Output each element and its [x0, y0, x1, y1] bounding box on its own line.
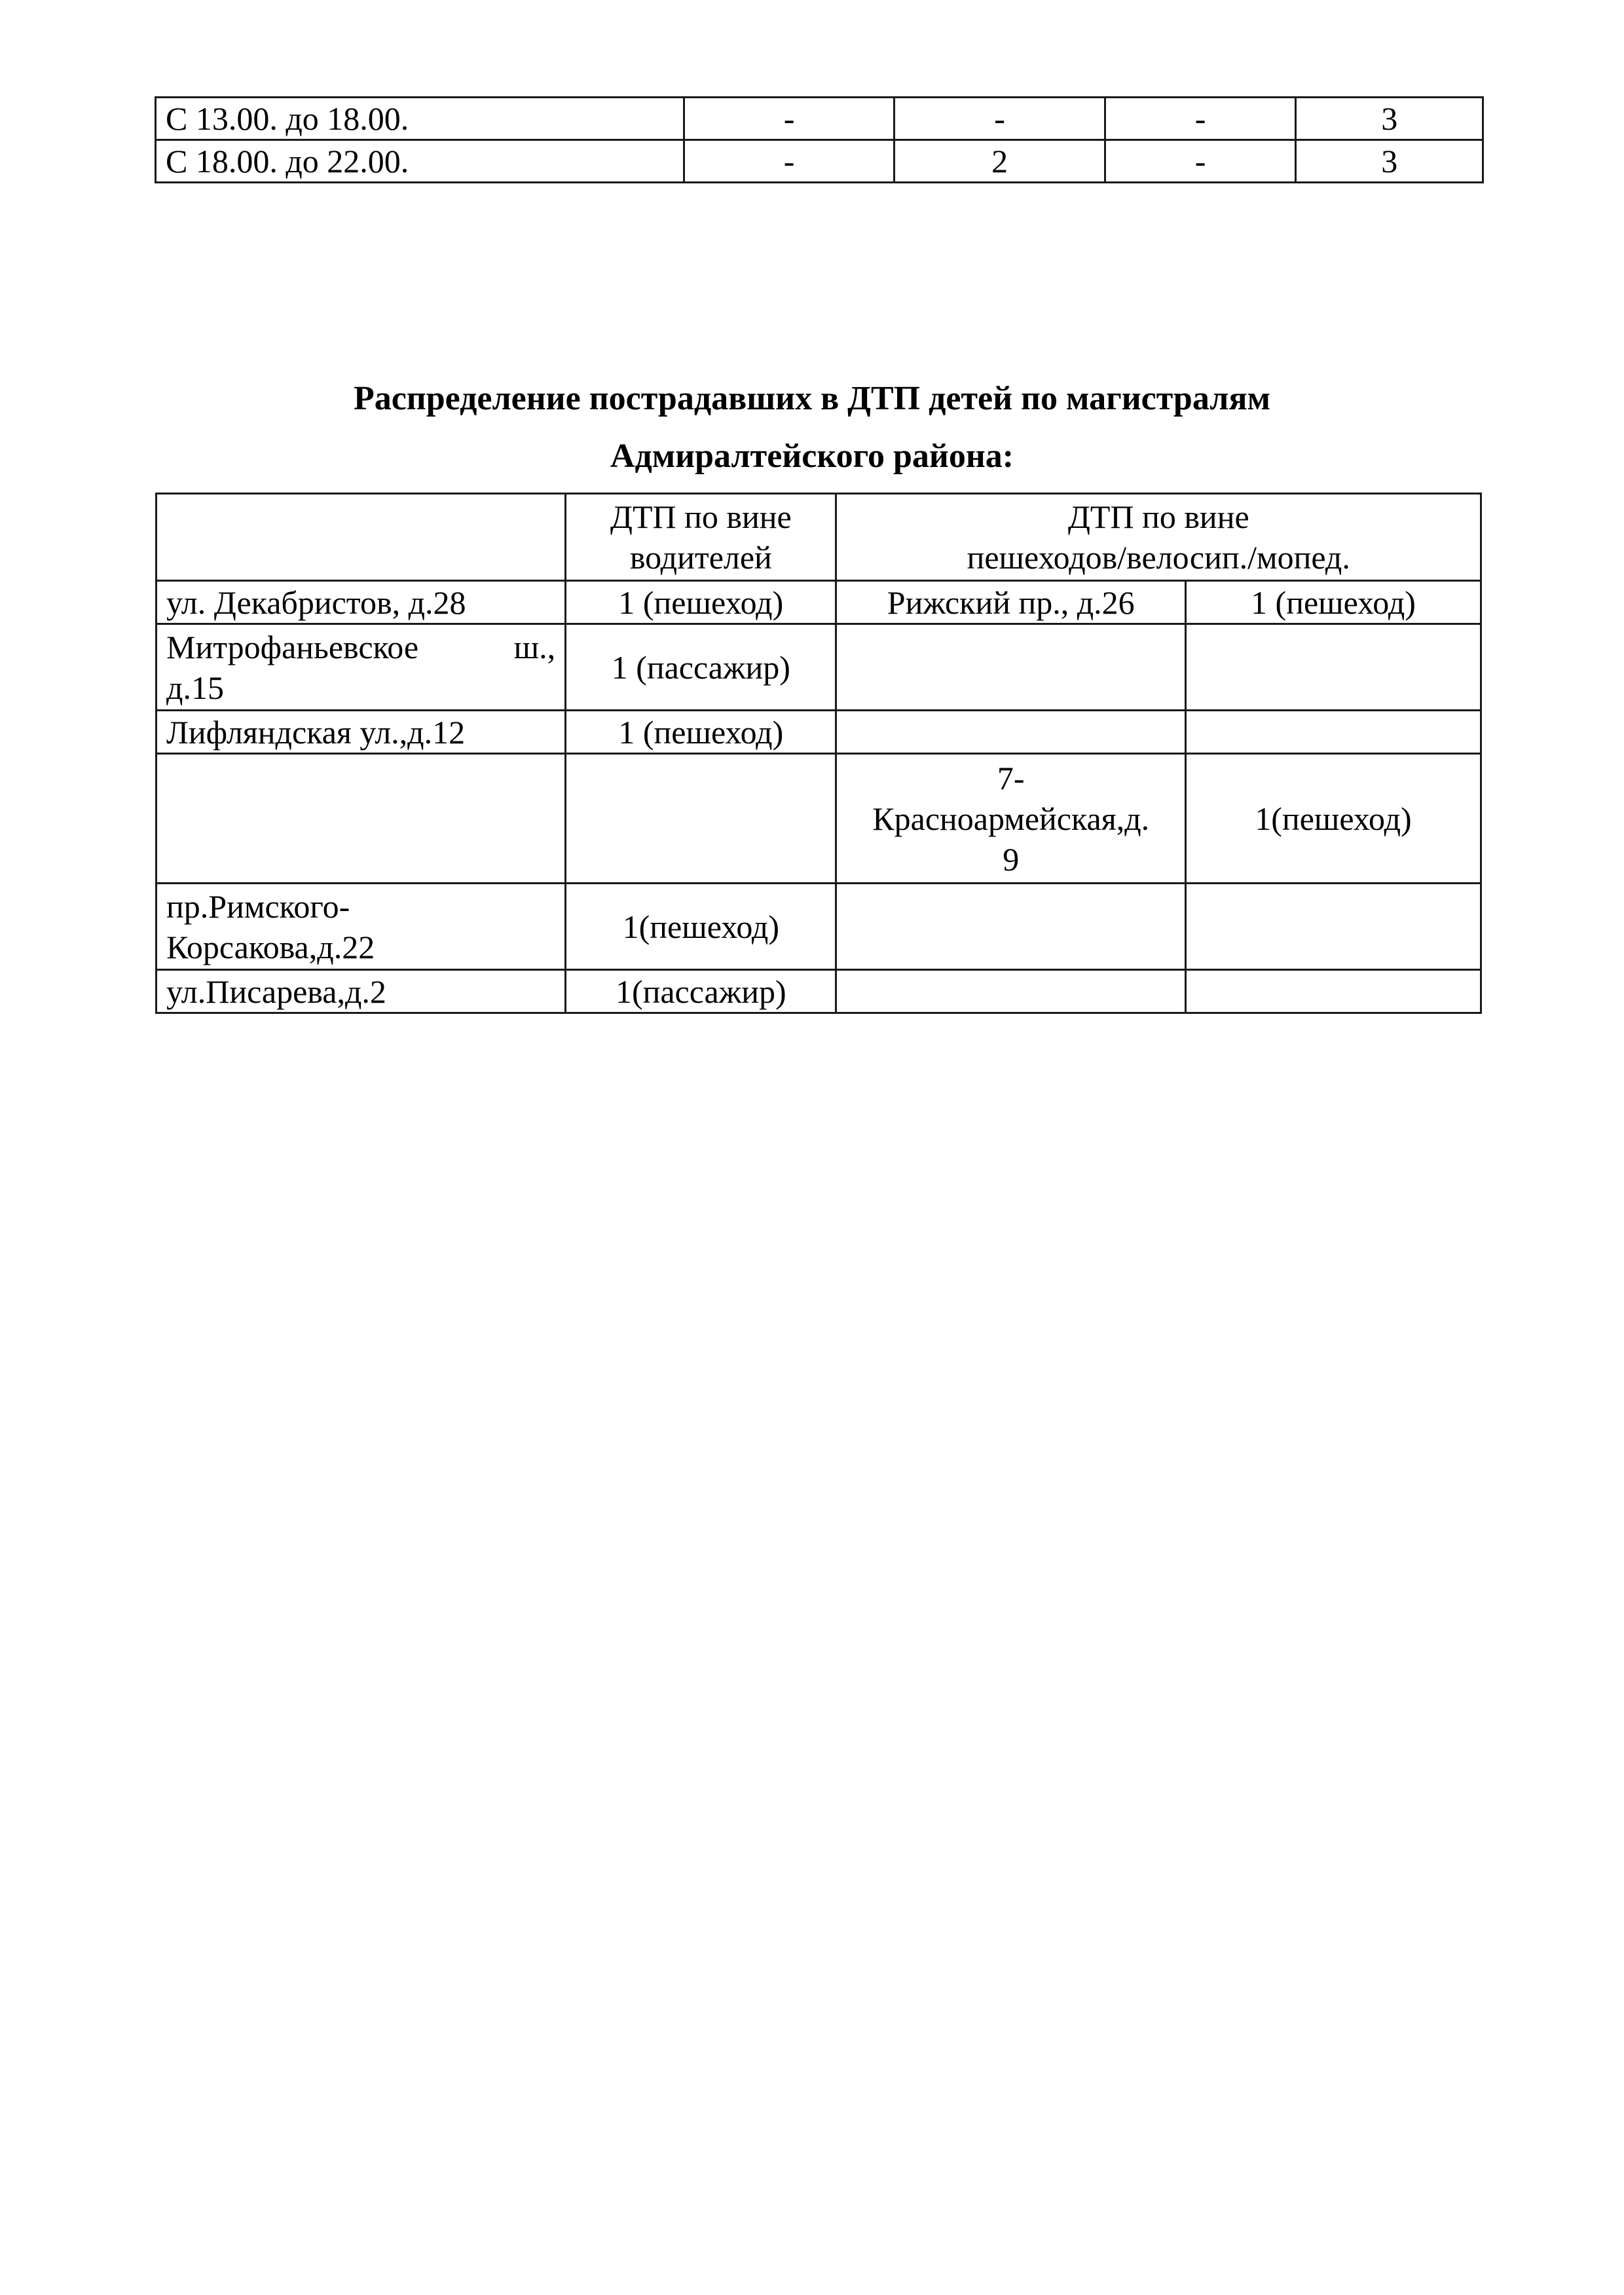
- pedestrian-victims-cell: [1186, 884, 1481, 970]
- value-cell: 3: [1296, 140, 1483, 183]
- street-cell: Лифляндская ул.,д.12: [157, 711, 566, 754]
- streets-distribution-table: [155, 493, 1482, 1014]
- table-row: [157, 624, 1481, 711]
- value-cell: -: [895, 98, 1105, 140]
- section-title-line-2: Адмиралтейского района:: [610, 438, 1014, 475]
- drivers-victims-cell: 1(пассажир): [566, 970, 836, 1013]
- street-cell: [157, 624, 566, 711]
- pedestrian-place-cell: Рижский пр., д.26: [836, 581, 1186, 624]
- period-cell: С 18.00. до 22.00.: [156, 140, 684, 183]
- period-cell: С 13.00. до 18.00.: [156, 98, 684, 140]
- pedestrian-place-line-1: 7-: [997, 759, 1025, 796]
- header-drivers-line-2: водителей: [629, 539, 772, 576]
- header-pedestrians-cell: [836, 494, 1481, 581]
- table-row: [156, 98, 1483, 140]
- pedestrian-place-line-2: Красноармейская,д.: [872, 800, 1150, 837]
- street-cell: [157, 754, 566, 884]
- header-drivers-cell: [566, 494, 836, 581]
- pedestrian-place-cell: [836, 754, 1186, 884]
- pedestrian-place-cell: [836, 970, 1186, 1013]
- table-row: [157, 754, 1481, 884]
- header-drivers-line-1: ДТП по вине: [610, 498, 792, 535]
- header-row: [157, 494, 1481, 581]
- table-row: [156, 140, 1483, 183]
- street-line-2: Корсакова,д.22: [166, 928, 375, 965]
- value-cell: -: [1105, 140, 1296, 183]
- header-pedestrians-line-2: пешеходов/велосип./мопед.: [967, 539, 1350, 576]
- value-cell: 2: [895, 140, 1105, 183]
- header-empty-cell: [157, 494, 566, 581]
- drivers-victims-cell: 1 (пассажир): [566, 624, 836, 711]
- street-line-1: пр.Римского-: [166, 887, 350, 925]
- pedestrian-victims-cell: [1186, 970, 1481, 1013]
- header-pedestrians-line-1: ДТП по вине: [1067, 498, 1249, 535]
- street-line-2: д.15: [166, 669, 224, 706]
- pedestrian-place-cell: [836, 711, 1186, 754]
- table-row: [157, 884, 1481, 970]
- section-title-line-1: Распределение пострадавших в ДТП детей по магистралям: [353, 380, 1271, 417]
- time-distribution-table: [155, 96, 1484, 183]
- value-cell: -: [684, 140, 895, 183]
- pedestrian-place-cell: [836, 884, 1186, 970]
- drivers-victims-cell: 1 (пешеход): [566, 581, 836, 624]
- table-row: [157, 711, 1481, 754]
- drivers-victims-cell: 1(пешеход): [566, 884, 836, 970]
- table-row: [157, 970, 1481, 1013]
- street-line-1b: ш.,: [513, 628, 556, 665]
- pedestrian-victims-cell: 1(пешеход): [1186, 754, 1481, 884]
- street-line-1a: Митрофаньевское: [166, 628, 419, 665]
- street-cell: [157, 884, 566, 970]
- street-cell: ул.Писарева,д.2: [157, 970, 566, 1013]
- value-cell: 3: [1296, 98, 1483, 140]
- drivers-victims-cell: [566, 754, 836, 884]
- pedestrian-place-line-3: 9: [1003, 840, 1020, 878]
- table-row: [157, 581, 1481, 624]
- drivers-victims-cell: 1 (пешеход): [566, 711, 836, 754]
- pedestrian-victims-cell: [1186, 711, 1481, 754]
- value-cell: -: [684, 98, 895, 140]
- pedestrian-victims-cell: [1186, 624, 1481, 711]
- pedestrian-place-cell: [836, 624, 1186, 711]
- value-cell: -: [1105, 98, 1296, 140]
- pedestrian-victims-cell: 1 (пешеход): [1186, 581, 1481, 624]
- street-cell: ул. Декабристов, д.28: [157, 581, 566, 624]
